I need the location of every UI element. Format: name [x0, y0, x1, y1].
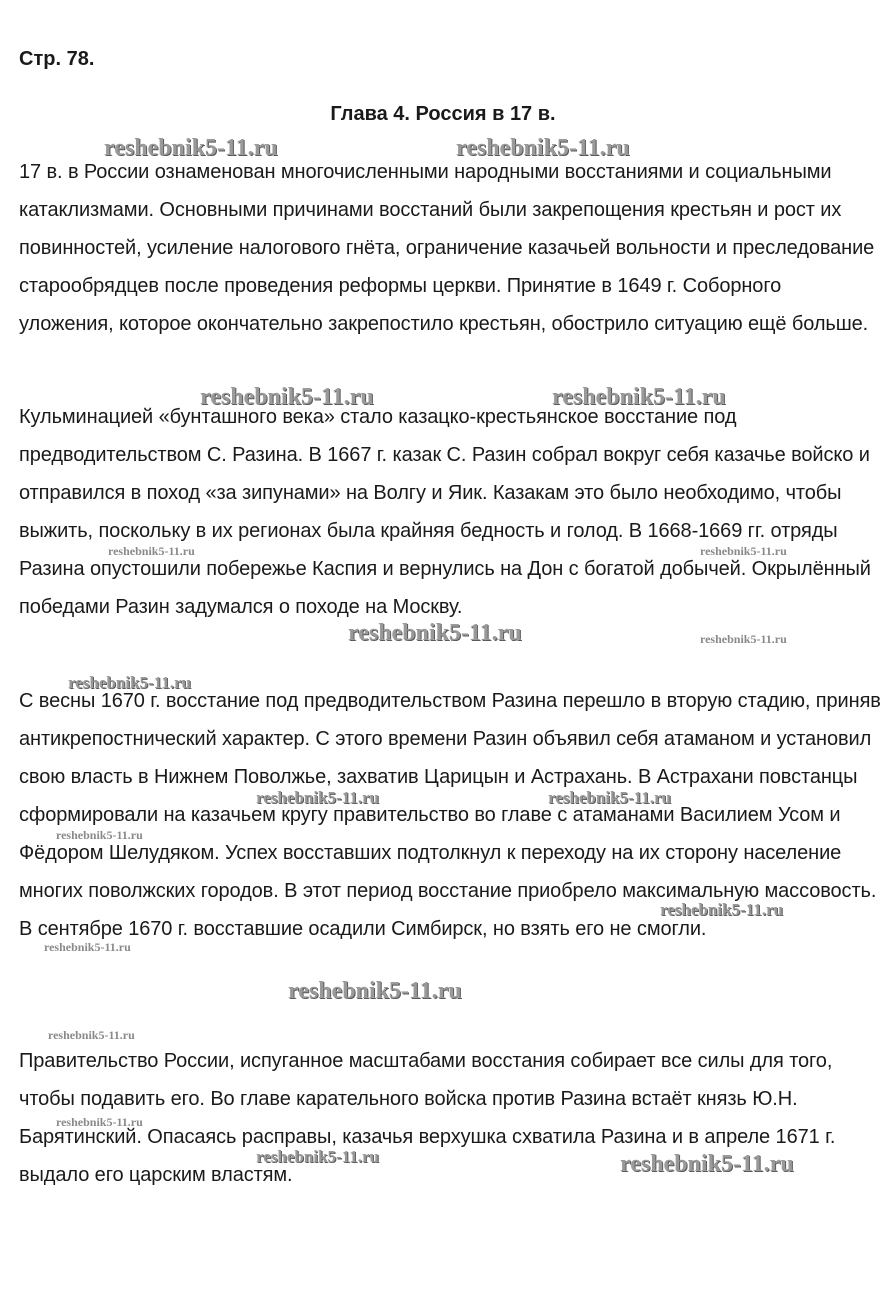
watermark: reshebnik5-11.ru	[48, 1028, 135, 1042]
paragraph-razin-campaign: Кульминацией «бунташного века» стало казацко-крестьянское восстание под предводительством С. Разина. В 1667 г. казак С. Разин собрал вокруг себя казачье войско и отправился в поход «за зипунами» на Волгу и Яик. Казакам это было необходимо, чтобы выжить, поскольку в их регионах была крайняя бедность и голод. В 1668-1669 гг. отряды Разина опустошили побережье Каспия и вернулись на Дон с богатой добычей. Окрылённый победами Разин задумался о походе на Москву.	[19, 406, 871, 618]
watermark: reshebnik5-11.ru	[700, 544, 787, 558]
paragraph-uprising-second-stage: С весны 1670 г. восстание под предводительством Разина перешло в вторую стадию, приняв антикрепостнический характер. С этого времени Разин объявил себя атаманом и установил свою власть в Нижнем Поволжье, захватив Царицын и Астрахань. В Астрахани повстанцы сформировали на казачьем кругу правительство во главе с атаманами Василием Усом и Фёдором Шелудяком. Успех восставших подтолкнул к переходу на их сторону население многих поволжских городов. В этот период восстание приобрело максимальную массовость. В сентябре 1670 г. восставшие осадили Симбирск, но взять его не смогли.	[19, 690, 881, 940]
watermark: reshebnik5-11.ru	[200, 384, 374, 410]
chapter-title: Глава 4. Россия в 17 в.	[330, 103, 556, 125]
watermark: reshebnik5-11.ru	[104, 135, 278, 161]
watermark: reshebnik5-11.ru	[68, 673, 191, 692]
watermark: reshebnik5-11.ru	[288, 978, 462, 1004]
watermark: reshebnik5-11.ru	[256, 788, 379, 807]
watermark: reshebnik5-11.ru	[660, 900, 783, 919]
watermark: reshebnik5-11.ru	[56, 1115, 143, 1129]
watermark: reshebnik5-11.ru	[552, 384, 726, 410]
page-number: Стр. 78.	[19, 48, 95, 70]
watermark: reshebnik5-11.ru	[44, 940, 131, 954]
watermark: reshebnik5-11.ru	[548, 788, 671, 807]
watermark: reshebnik5-11.ru	[456, 135, 630, 161]
paragraph-suppression: Правительство России, испуганное масштабами восстания собирает все силы для того, чтобы подавить его. Во главе карательного войска против Разина встаёт князь Ю.Н. Барятинский. Опасаясь расправы, казачья верхушка схватила Разина и в апреле 1671 г. выдало его царским властям.	[19, 1050, 836, 1186]
watermark: reshebnik5-11.ru	[108, 544, 195, 558]
paragraph-causes: 17 в. в России ознаменован многочисленными народными восстаниями и социальными катаклизмами. Основными причинами восстаний были закрепощения крестьян и рост их повинностей, усиление налогового гнёта, ограничение казачьей вольности и преследование старообрядцев после проведения реформы церкви. Принятие в 1649 г. Соборного уложения, которое окончательно закрепостило крестьян, обострило ситуацию ещё больше.	[19, 161, 875, 335]
watermark: reshebnik5-11.ru	[620, 1151, 794, 1177]
watermark: reshebnik5-11.ru	[348, 620, 522, 646]
watermark: reshebnik5-11.ru	[256, 1147, 379, 1166]
watermark: reshebnik5-11.ru	[56, 828, 143, 842]
watermark: reshebnik5-11.ru	[700, 632, 787, 646]
